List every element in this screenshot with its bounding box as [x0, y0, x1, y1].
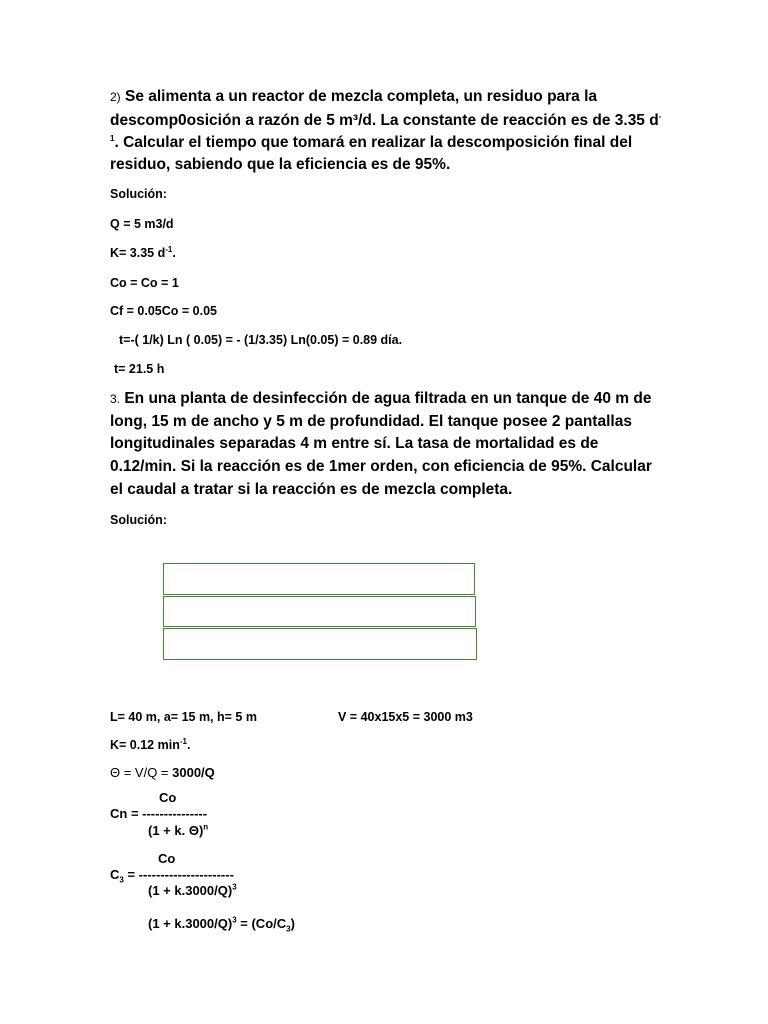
tank-channel-3 [163, 628, 477, 660]
problem2-line4: residuo, sabiendo que la eficiencia es de 95%. [110, 156, 451, 173]
problem2-time-hours: t= 21.5 h [114, 362, 165, 376]
eq3: $(1 + k.3000/Q)^3 = (Co/C_3)$ [148, 915, 295, 934]
problem2-number: 2) [110, 90, 121, 104]
eq2-denominator: $(1 + k.3000/Q)^3$ [148, 882, 237, 898]
problem3-dimensions: L= 40 m, a= 15 m, h= 5 m [110, 710, 257, 724]
problem3-line1: 3. En una planta de desinfección de agua filtrada en un tanque de 40 m de [110, 390, 652, 407]
problem3-line4: 0.12/min. Si la reacción es de 1mer orden, con eficiencia de 95%. Calcular [110, 458, 652, 475]
problem2-time-formula: t=-( 1/k) Ln ( 0.05) = - (1/3.35) Ln(0.05) = 0.89 día. [119, 333, 403, 347]
problem3-line5: el caudal a tratar si la reacción es de mezcla completa. [110, 481, 513, 498]
problem2-line1: 2) Se alimenta a un reactor de mezcla completa, un residuo para la [110, 88, 598, 105]
problem2-line3: $^1$. Calcular el tiempo que tomará en realizar la descomposición final del [110, 133, 633, 151]
eq2-numerator: Co [158, 851, 176, 866]
problem2-solution-label: Solución: [110, 187, 167, 201]
problem2-flow: Q = 5 m3/d [110, 217, 174, 231]
problem3-solution-label: Solución: [110, 513, 167, 527]
problem2-initial-conc: Co = Co = 1 [110, 276, 179, 290]
eq1-denominator: (1 + k. Θ)$^n$ [148, 822, 209, 838]
problem3-number: 3. [110, 392, 121, 406]
eq1-lhs: Cn = --------------- [110, 806, 208, 821]
problem3-line2: long, 15 m de ancho y 5 m de profundidad. El tanque posee 2 pantallas [110, 413, 632, 430]
problem2-final-conc: Cf = 0.05Co = 0.05 [110, 304, 218, 318]
problem3-line3: longitudinales separadas 4 m entre sí. La tasa de mortalidad es de [110, 435, 599, 452]
problem2-rate-constant: K= 3.35 $d^{-1}$. [110, 244, 176, 260]
eq2-lhs: $C_3$ = ---------------------- [110, 867, 234, 885]
tank-channel-2 [163, 596, 476, 627]
problem3-volume: V = 40x15x5 = 3000 m3 [338, 710, 473, 724]
problem3-rate-constant: K= 0.12 $\min^{-1}$. [110, 736, 191, 752]
problem3-theta: Θ = V/Q = 3000/Q [110, 765, 215, 780]
problem2-line2: descomp0osición a razón de 5 m³/d. La constante de reacción es de 3.35 d- [110, 111, 662, 129]
eq1-numerator: Co [159, 790, 177, 805]
tank-channel-1 [163, 563, 475, 595]
